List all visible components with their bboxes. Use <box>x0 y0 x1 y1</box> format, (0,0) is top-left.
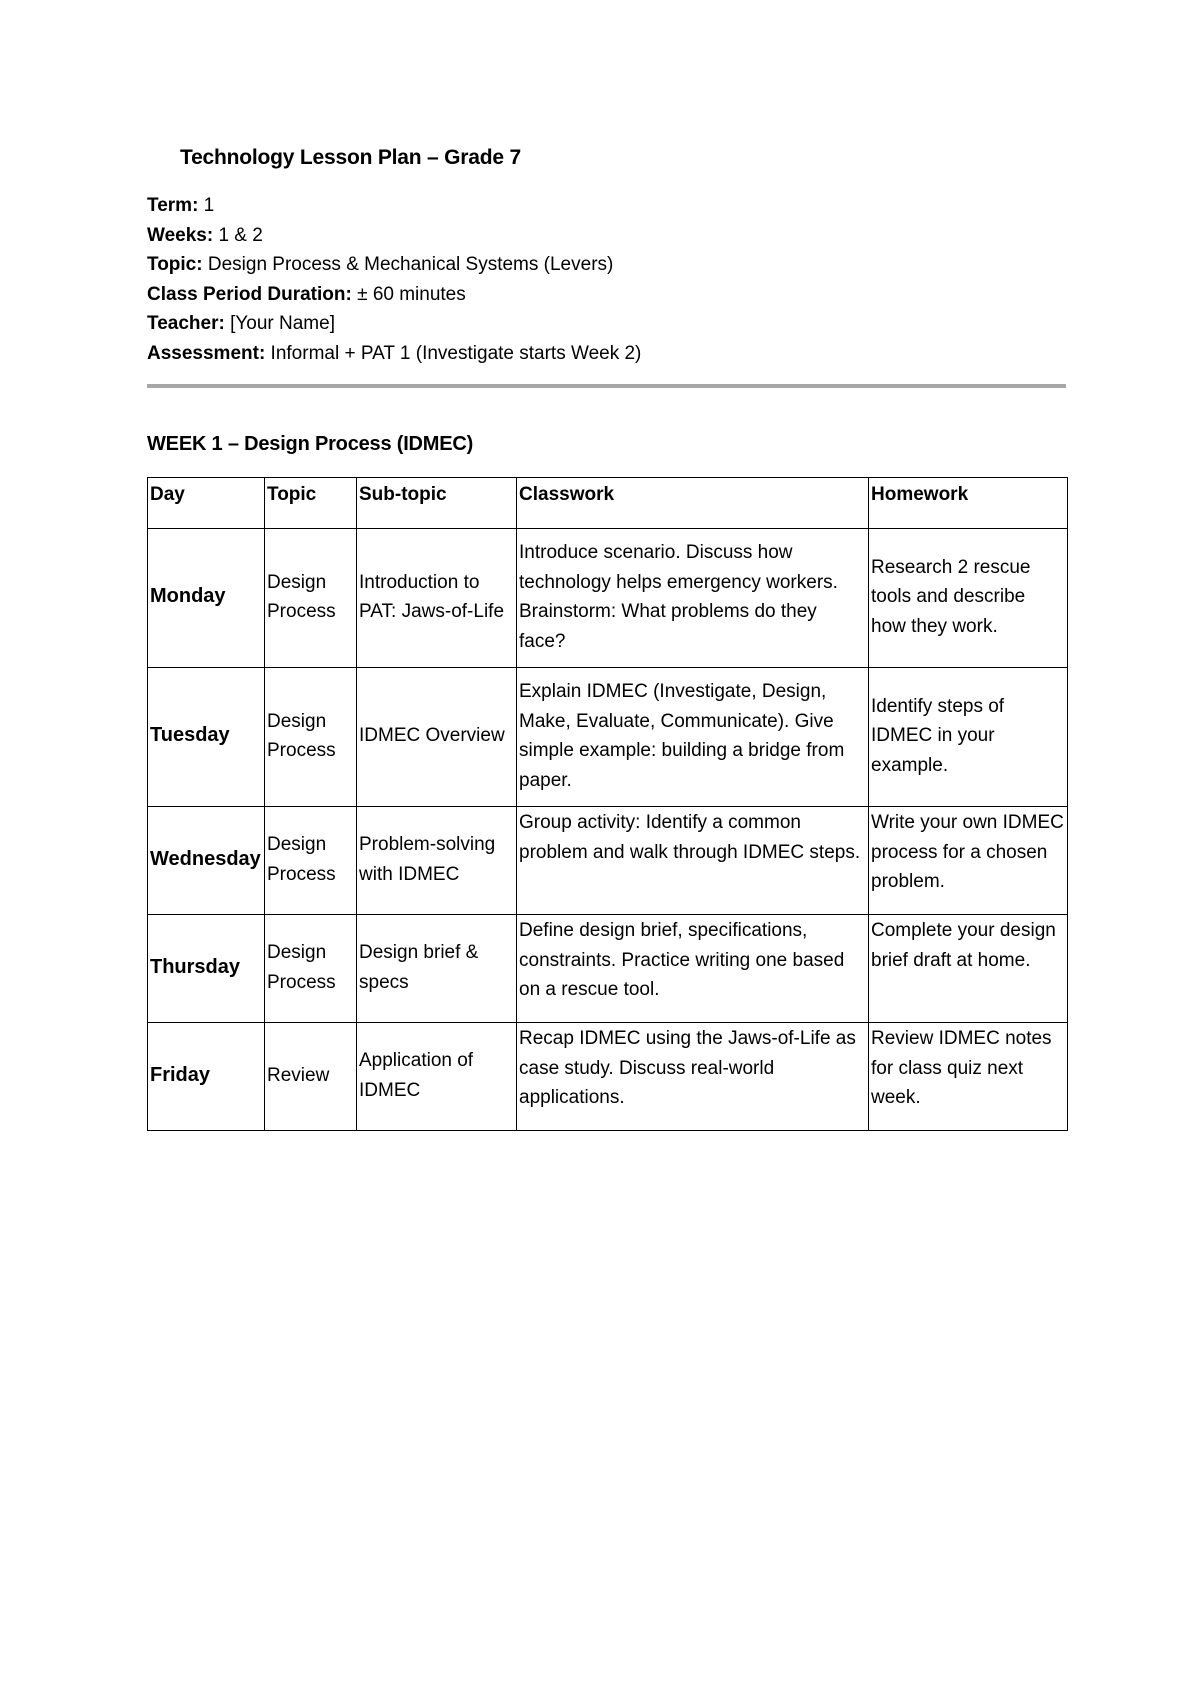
cell-topic: Design Process <box>265 807 357 915</box>
meta-label: Weeks <box>147 224 207 246</box>
meta-label: Term <box>147 195 193 216</box>
cell-topic: Design Process <box>265 529 357 668</box>
cell-homework: Complete your design brief draft at home. <box>869 915 1068 1023</box>
cell-subtopic: Introduction to PAT: Jaws-of-Life <box>357 529 517 668</box>
meta-value: Informal + PAT 1 (Investigate starts Week 2) <box>265 342 642 364</box>
cell-subtopic: Application of IDMEC <box>357 1023 517 1131</box>
cell-day: Monday <box>148 529 265 668</box>
cell-homework: Write your own IDMEC process for a chosen problem. <box>869 807 1068 915</box>
horizontal-rule <box>147 384 1066 388</box>
cell-classwork: Recap IDMEC using the Jaws-of-Life as case study. Discuss real-world applications. <box>517 1023 869 1131</box>
meta-label: Assessment <box>147 342 259 364</box>
cell-day: Tuesday <box>148 668 265 807</box>
meta-value: 1 <box>198 195 215 216</box>
table-row <box>148 807 1068 915</box>
meta-weeks: Weeks: 1 & 2 <box>147 224 263 246</box>
meta-value: [Your Name] <box>224 313 335 335</box>
week-heading: WEEK 1 – Design Process (IDMEC) <box>147 433 474 455</box>
cell-day: Wednesday <box>148 807 265 915</box>
cell-classwork: Group activity: Identify a common problem and walk through IDMEC steps. <box>517 807 869 915</box>
meta-value: ± 60 minutes <box>351 283 466 305</box>
column-header-subtopic: Sub-topic <box>357 478 517 529</box>
cell-subtopic: IDMEC Overview <box>357 668 517 807</box>
cell-classwork: Introduce scenario. Discuss how technology helps emergency workers. Brainstorm: What problems do they face? <box>517 529 869 668</box>
meta-value: Design Process & Mechanical Systems (Levers) <box>202 254 614 276</box>
cell-homework: Review IDMEC notes for class quiz next week. <box>869 1023 1068 1131</box>
cell-homework: Identify steps of IDMEC in your example. <box>869 668 1068 807</box>
cell-topic: Review <box>265 1023 357 1131</box>
lesson-metadata <box>147 191 641 369</box>
cell-subtopic: Problem-solving with IDMEC <box>357 807 517 915</box>
meta-term: Term: 1 <box>147 195 215 216</box>
meta-teacher: Teacher: [Your Name] <box>147 313 335 335</box>
column-header-topic: Topic <box>265 478 357 529</box>
cell-classwork: Define design brief, specifications, constraints. Practice writing one based on a rescue tool. <box>517 915 869 1023</box>
cell-homework: Research 2 rescue tools and describe how they work. <box>869 529 1068 668</box>
column-header-day: Day <box>148 478 265 529</box>
meta-assessment: Assessment: Informal + PAT 1 (Investigate starts Week 2) <box>147 342 642 364</box>
meta-label: Topic <box>147 254 197 276</box>
table-row <box>148 915 1068 1023</box>
column-header-homework: Homework <box>869 478 1068 529</box>
meta-duration: Class Period Duration: ± 60 minutes <box>147 283 466 305</box>
table-header-row <box>148 478 1068 529</box>
cell-classwork: Explain IDMEC (Investigate, Design, Make, Evaluate, Communicate). Give simple example: building a bridge from paper. <box>517 668 869 807</box>
column-header-classwork: Classwork <box>517 478 869 529</box>
table-row <box>148 1023 1068 1131</box>
meta-label: Class Period Duration <box>147 283 346 305</box>
document-title: Technology Lesson Plan – Grade 7 <box>180 146 521 169</box>
meta-value: 1 & 2 <box>213 224 263 246</box>
meta-label: Teacher <box>147 313 219 335</box>
table-row <box>148 529 1068 668</box>
meta-topic: Topic: Design Process & Mechanical Systems (Levers) <box>147 254 614 276</box>
cell-day: Thursday <box>148 915 265 1023</box>
lesson-plan-table <box>147 477 1068 1131</box>
cell-day: Friday <box>148 1023 265 1131</box>
cell-topic: Design Process <box>265 668 357 807</box>
cell-subtopic: Design brief & specs <box>357 915 517 1023</box>
table-row <box>148 668 1068 807</box>
cell-topic: Design Process <box>265 915 357 1023</box>
